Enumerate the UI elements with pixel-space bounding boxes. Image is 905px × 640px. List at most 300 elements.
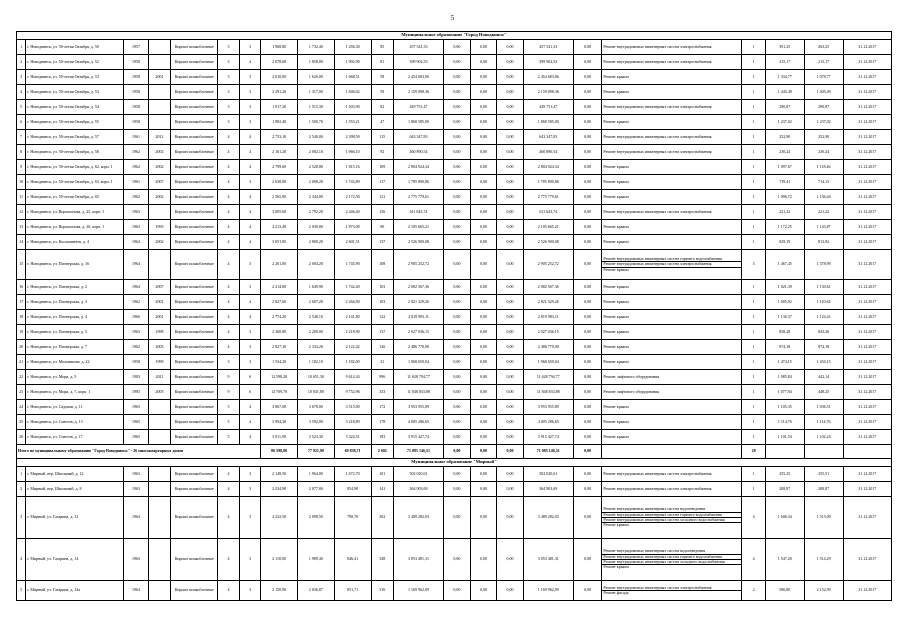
floors: 3 [218, 70, 239, 85]
table-row [17, 430, 892, 445]
cost-owners: 364 903,69 [523, 482, 573, 497]
total-a1: 86 598,80 [261, 445, 298, 459]
owned-area: 1 553,21 [334, 115, 371, 130]
cost-region: 0,00 [470, 325, 497, 340]
owned-area: 2 172,50 [334, 190, 371, 205]
owned-area: 798,70 [334, 497, 371, 539]
owned-area: 1 742,40 [334, 280, 371, 295]
year-built: 1958 [124, 85, 149, 100]
total-area: 2 360,80 [261, 325, 298, 340]
total-area: 12 598,20 [261, 370, 298, 385]
cost-owners: 2 819 983,11 [523, 310, 573, 325]
table-row [17, 482, 892, 497]
work-item: Ремонт крыши [603, 359, 629, 364]
work-item: Ремонт крыши [603, 239, 629, 244]
address-cell: г. Новодвинск, ул. 50-летия Октября, д. 65 [26, 190, 124, 205]
year-built: 1957 [124, 40, 149, 55]
total-area: 2 827,60 [261, 295, 298, 310]
floors: 4 [218, 175, 239, 190]
table-row [17, 70, 892, 85]
wall-material: Кирпич шлакоблочные [171, 235, 218, 250]
year-repaired [148, 581, 170, 601]
cost-municipal: 0,00 [497, 430, 524, 445]
unit-cost: 1 172,25 [765, 220, 804, 235]
living-area: 10 651,30 [297, 370, 334, 385]
cost-total: 449 751,47 [393, 100, 443, 115]
cost-owners: 457 541,33 [523, 40, 573, 55]
work-item: Ремонт внутридомовых инженерных систем электроснабжения [603, 585, 712, 590]
cost-owners: 2 454 683,06 [523, 70, 573, 85]
cost-region: 0,00 [470, 415, 497, 430]
unit-cost-limit: 230,24 [804, 145, 843, 160]
address-cell: г. Новодвинск, ул. Ворошилова, д. 25, корп. 1 [26, 205, 124, 220]
work-item: Ремонт лифтового оборудования [603, 389, 660, 394]
year-repaired: 2002 [148, 145, 170, 160]
unit-cost: 1 097,67 [765, 160, 804, 175]
wall-material: Кирпич шлакоблочные [171, 115, 218, 130]
residents: 103 [371, 295, 393, 310]
work-item: Ремонт внутридомовых инженерных систем горячего водоснабжения [603, 256, 722, 261]
unit-cost: 1 136,37 [765, 310, 804, 325]
living-area: 1 964,00 [297, 467, 334, 482]
address-cell: г. Новодвинск, ул. Пионерская, д. 4 [26, 310, 124, 325]
year-repaired: 1993 [148, 220, 170, 235]
cost-other: 0,00 [573, 295, 602, 310]
cost-fund: 0,00 [444, 235, 471, 250]
cost-total: 502 020,61 [393, 467, 443, 482]
completion-date: 31.12.2017 [843, 190, 891, 205]
total-area: 3 051,00 [261, 235, 298, 250]
year-built: 1958 [124, 70, 149, 85]
address-cell: г. Мирный, ул. Гагарина, д. 12 [26, 497, 124, 539]
wall-material: Кирпич шлакоблочные [171, 467, 218, 482]
works-cell [602, 85, 742, 100]
row-number: 8 [17, 145, 26, 160]
work-item: Ремонт крыши [603, 89, 629, 94]
cost-fund: 0,00 [444, 385, 471, 400]
completion-date: 31.12.2017 [843, 355, 891, 370]
cost-fund: 0,00 [444, 400, 471, 415]
cost-other: 0,00 [573, 100, 602, 115]
works-count: 1 [742, 385, 766, 400]
entrances: 3 [239, 340, 260, 355]
completion-date: 31.12.2017 [843, 175, 891, 190]
cost-total: 2 454 683,06 [393, 70, 443, 85]
cost-total: 2 804 924,34 [393, 160, 443, 175]
row-number: 22 [17, 370, 26, 385]
table-row [17, 250, 892, 280]
cost-region: 0,00 [470, 100, 497, 115]
completion-date: 31.12.2017 [843, 497, 891, 539]
cost-fund: 0,00 [444, 497, 471, 539]
cost-municipal: 0,00 [497, 280, 524, 295]
works-cell [602, 400, 742, 415]
year-built: 1964 [124, 497, 149, 539]
cost-municipal: 0,00 [497, 400, 524, 415]
works-cell [602, 325, 742, 340]
address-cell: г. Новодвинск, ул. 50-летия Октября, д. 58 [26, 145, 124, 160]
unit-cost: 1 077,94 [765, 385, 804, 400]
living-area: 2 344,00 [297, 190, 334, 205]
floors: 5 [218, 400, 239, 415]
living-area: 2 030,00 [297, 220, 334, 235]
address-cell: г. Новодвинск, ул. 50-летия Октября, д. 53 [26, 85, 124, 100]
year-built: 1961 [124, 130, 149, 145]
living-area: 2 528,80 [297, 160, 334, 175]
unit-cost: 1 114,76 [765, 415, 804, 430]
cost-other: 0,00 [573, 190, 602, 205]
works-count: 1 [742, 220, 766, 235]
cost-total: 2 526 900,08 [393, 235, 443, 250]
total-area: 2 827,10 [261, 340, 298, 355]
entrances: 3 [239, 100, 260, 115]
cost-fund: 0,00 [444, 100, 471, 115]
cost-region: 0,00 [470, 205, 497, 220]
wall-material: Кирпич шлакоблочные [171, 190, 218, 205]
unit-cost: 858,28 [765, 325, 804, 340]
total-area: 2 638,00 [261, 175, 298, 190]
unit-cost-limit: 1 114,76 [804, 415, 843, 430]
total-area: 3 867,00 [261, 400, 298, 415]
total-area: 2 148,50 [261, 467, 298, 482]
entrances: 4 [239, 160, 260, 175]
cost-municipal: 0,00 [497, 325, 524, 340]
section-title: Муниципальное образование "Город Новодвинск" [17, 32, 892, 40]
works-cell [602, 295, 742, 310]
entrances: 3 [239, 467, 260, 482]
cost-municipal: 0,00 [497, 175, 524, 190]
total-area: 2 214,00 [261, 280, 298, 295]
cost-municipal: 0,00 [497, 482, 524, 497]
wall-material: Кирпич шлакоблочные [171, 340, 218, 355]
total-area: 2 565,90 [261, 190, 298, 205]
total-label: Итого по муниципальному образованию "Город Новодвинск" - 26 многоквартирных домов [17, 445, 261, 459]
entrances: 3 [239, 355, 260, 370]
cost-total: 2 775 779,61 [393, 190, 443, 205]
total-area: 12 709,70 [261, 385, 298, 400]
works-count: 1 [742, 130, 766, 145]
living-area: 2 200,00 [297, 325, 334, 340]
works-cell [602, 581, 742, 601]
row-number: 7 [17, 130, 26, 145]
living-area: 1 989,40 [297, 539, 334, 581]
year-repaired: 2005 [148, 385, 170, 400]
total-a3: 69 838,71 [334, 445, 371, 459]
address-cell: г. Новодвинск, ул. Садовая, д. 11 [26, 400, 124, 415]
cost-region: 0,00 [470, 115, 497, 130]
cost-owners: 1 868 585,00 [523, 115, 573, 130]
completion-date: 31.12.2017 [843, 400, 891, 415]
cost-fund: 0,00 [444, 55, 471, 70]
row-number: 23 [17, 385, 26, 400]
works-count: 1 [742, 370, 766, 385]
works-cell [602, 385, 742, 400]
completion-date: 31.12.2017 [843, 145, 891, 160]
year-repaired: 2001 [148, 310, 170, 325]
works-count: 1 [742, 205, 766, 220]
cost-region: 0,00 [470, 40, 497, 55]
work-item: Ремонт внутридомовых инженерных систем электроснабжения [603, 104, 712, 109]
wall-material: Кирпич шлакоблочные [171, 400, 218, 415]
total-area: 2 110,00 [261, 539, 298, 581]
cost-total: 399 902,53 [393, 55, 443, 70]
owned-area: 2 601,51 [334, 235, 371, 250]
cost-other: 0,00 [573, 205, 602, 220]
living-area: 3 678,00 [297, 400, 334, 415]
cost-region: 0,00 [470, 539, 497, 581]
total-works-cell [602, 445, 742, 459]
owned-area: 1 743,89 [334, 175, 371, 190]
completion-date: 31.12.2017 [843, 385, 891, 400]
entrances: 3 [239, 40, 260, 55]
houses-table [16, 31, 892, 601]
residents: 137 [371, 325, 393, 340]
cost-municipal: 0,00 [497, 220, 524, 235]
total-res: 2 602 [371, 445, 393, 459]
total-c2: 0,00 [444, 445, 471, 459]
work-item: Ремонт крыши [603, 344, 629, 349]
year-built: 1965 [124, 400, 149, 415]
cost-region: 0,00 [470, 280, 497, 295]
works-count: 1 [742, 355, 766, 370]
year-built: 1966 [124, 310, 149, 325]
works-count: 1 [742, 310, 766, 325]
unit-cost-limit: 1 130,61 [804, 280, 843, 295]
work-item: Ремонт внутридомовых инженерных систем холодного водоснабжения [602, 559, 741, 564]
cost-municipal: 0,00 [497, 100, 524, 115]
owned-area: 2 141,80 [334, 310, 371, 325]
year-repaired: 1998 [148, 325, 170, 340]
work-item: Ремонт внутридомовых инженерных систем холодного водоснабжения [602, 517, 741, 522]
row-number: 24 [17, 400, 26, 415]
work-item: Ремонт внутридомовых инженерных систем электроснабжения [602, 261, 741, 266]
living-area: 1 317,00 [297, 85, 334, 100]
works-cell [602, 190, 742, 205]
owned-area: 3 218,89 [334, 415, 371, 430]
unit-cost-limit: 252,90 [804, 130, 843, 145]
living-area: 2 036,87 [297, 581, 334, 601]
cost-region: 0,00 [470, 55, 497, 70]
unit-cost: 1 334,77 [765, 70, 804, 85]
works-cell [602, 310, 742, 325]
year-built: 1963 [124, 205, 149, 220]
table-row [17, 205, 892, 220]
row-number: 4 [17, 85, 26, 100]
year-repaired: 2007 [148, 175, 170, 190]
completion-date: 31.12.2017 [843, 482, 891, 497]
works-count: 1 [742, 115, 766, 130]
unit-cost-limit: 1 118,46 [804, 160, 843, 175]
wall-material: Кирпич шлакоблочные [171, 55, 218, 70]
works-count: 1 [742, 145, 766, 160]
residents: 90 [371, 220, 393, 235]
entrances: 4 [239, 190, 260, 205]
wall-material: Кирпич шлакоблочные [171, 295, 218, 310]
cost-total: 457 541,33 [393, 40, 443, 55]
row-number: 12 [17, 205, 26, 220]
unit-cost-limit: 1 143,87 [804, 220, 843, 235]
living-area: 2 004,20 [297, 250, 334, 280]
cost-owners: 2 526 900,08 [523, 235, 573, 250]
completion-date: 31.12.2017 [843, 467, 891, 482]
unit-cost-limit: 1 124,41 [804, 310, 843, 325]
unit-cost-limit: 874,18 [804, 340, 843, 355]
cost-municipal: 0,00 [497, 539, 524, 581]
residents: 47 [371, 115, 393, 130]
owned-area: 954,90 [334, 482, 371, 497]
living-area: 1 732,40 [297, 40, 334, 55]
unit-cost-limit: 1 454,15 [804, 355, 843, 370]
completion-date: 31.12.2017 [843, 115, 891, 130]
works-count: 1 [742, 415, 766, 430]
cost-owners: 449 751,47 [523, 100, 573, 115]
year-built: 1961 [124, 175, 149, 190]
work-item: Ремонт фасада [602, 590, 741, 595]
year-repaired: 2002 [148, 190, 170, 205]
unit-cost-limit: 1 136,44 [804, 190, 843, 205]
cost-owners: 1 169 962,09 [523, 581, 573, 601]
cost-fund: 0,00 [444, 250, 471, 280]
entrances: 4 [239, 145, 260, 160]
residents: 117 [371, 175, 393, 190]
total-empty [765, 445, 804, 459]
unit-cost-limit: 843,26 [804, 325, 843, 340]
year-repaired [148, 400, 170, 415]
unit-cost-limit: 1 078,77 [804, 70, 843, 85]
address-cell: г. Новодвинск, ул. 50-летия Октября, д. 54 [26, 100, 124, 115]
owned-area: 1 902,90 [334, 55, 371, 70]
unit-cost: 1 547,20 [765, 539, 804, 581]
residents: 81 [371, 55, 393, 70]
row-number: 3 [17, 70, 26, 85]
total-area: 2 232,50 [261, 497, 298, 539]
floors: 3 [218, 85, 239, 100]
total-area: 3 005,60 [261, 205, 298, 220]
unit-cost: 208,87 [765, 482, 804, 497]
unit-cost-limit: 255,51 [804, 467, 843, 482]
cost-total: 1 868 585,00 [393, 115, 443, 130]
address-cell: г. Новодвинск, ул. 50-летия Октября, д. 53 [26, 70, 124, 85]
work-item: Ремонт внутридомовых инженерных систем горячего водоснабжения [602, 554, 741, 559]
living-area: 1 515,30 [297, 100, 334, 115]
completion-date: 31.12.2017 [843, 160, 891, 175]
living-area: 1 649,90 [297, 280, 334, 295]
address-cell: г. Новодвинск, ул. Пионерская, д. 16 [26, 250, 124, 280]
row-number: 16 [17, 280, 26, 295]
cost-other: 0,00 [573, 482, 602, 497]
cost-total: 1 785 890,86 [393, 175, 443, 190]
residents: 121 [371, 190, 393, 205]
unit-cost: 1 474,15 [765, 355, 804, 370]
section-header-row [17, 32, 892, 40]
works-count: 1 [742, 295, 766, 310]
row-number: 3 [17, 497, 26, 539]
table-row [17, 325, 892, 340]
works-cell [602, 130, 742, 145]
cost-region: 0,00 [470, 370, 497, 385]
year-repaired [148, 430, 170, 445]
entrances: 3 [239, 482, 260, 497]
cost-other: 0,00 [573, 310, 602, 325]
total-c5: 71 085 146,51 [523, 445, 573, 459]
floors: 4 [218, 325, 239, 340]
living-area: 2 800,20 [297, 235, 334, 250]
unit-cost: 252,90 [765, 130, 804, 145]
row-number: 10 [17, 175, 26, 190]
work-item: Ремонт крыши [603, 119, 629, 124]
cost-other: 0,00 [573, 467, 602, 482]
table-row [17, 175, 892, 190]
cost-total: 3 915 427,74 [393, 430, 443, 445]
cost-fund: 0,00 [444, 482, 471, 497]
cost-region: 0,00 [470, 160, 497, 175]
total-empty [804, 445, 843, 459]
residents: 92 [371, 145, 393, 160]
works-cell [602, 100, 742, 115]
cost-fund: 0,00 [444, 467, 471, 482]
work-item: Ремонт лифтового оборудования [603, 374, 660, 379]
entrances: 4 [239, 235, 260, 250]
table-row [17, 160, 892, 175]
unit-cost-limit: 448,25 [804, 385, 843, 400]
floors: 5 [218, 430, 239, 445]
cost-other: 0,00 [573, 400, 602, 415]
row-number: 2 [17, 482, 26, 497]
year-repaired [148, 497, 170, 539]
cost-municipal: 0,00 [497, 415, 524, 430]
wall-material: Кирпич шлакоблочные [171, 370, 218, 385]
year-built: 1962 [124, 160, 149, 175]
works-count: 1 [742, 55, 766, 70]
entrances: 6 [239, 385, 260, 400]
cost-owners: 11 628 794,77 [523, 370, 573, 385]
cost-owners: 3 915 427,74 [523, 430, 573, 445]
cost-owners: 2 821 329,26 [523, 295, 573, 310]
completion-date: 31.12.2017 [843, 280, 891, 295]
floors: 4 [218, 190, 239, 205]
entrances: 4 [239, 415, 260, 430]
works-count: 1 [742, 40, 766, 55]
cost-fund: 0,00 [444, 205, 471, 220]
year-built: 1983 [124, 385, 149, 400]
completion-date: 31.12.2017 [843, 295, 891, 310]
floors: 4 [218, 497, 239, 539]
cost-municipal: 0,00 [497, 295, 524, 310]
total-row [17, 445, 892, 459]
owned-area: 2 264,90 [334, 295, 371, 310]
page-number: 5 [450, 14, 455, 22]
living-area: 2 098,50 [297, 497, 334, 539]
table-row [17, 145, 892, 160]
wall-material: Кирпич шлакоблочные [171, 497, 218, 539]
residents: 178 [371, 415, 393, 430]
table-body [17, 32, 892, 601]
unit-cost-limit: 2 152,90 [804, 581, 843, 601]
floors: 3 [218, 355, 239, 370]
unit-cost-limit: 1 036,51 [804, 400, 843, 415]
cost-fund: 0,00 [444, 220, 471, 235]
wall-material: Кирпич шлакоблочные [171, 355, 218, 370]
total-area: 1 917,20 [261, 100, 298, 115]
work-item: Ремонт крыши [603, 179, 629, 184]
cost-other: 0,00 [573, 175, 602, 190]
works-count: 1 [742, 85, 766, 100]
total-area: 1 968,80 [261, 40, 298, 55]
row-number: 20 [17, 340, 26, 355]
work-item: Ремонт внутридомовых инженерных систем электроснабжения [603, 44, 712, 49]
total-area: 1 534,20 [261, 355, 298, 370]
floors: 4 [218, 539, 239, 581]
